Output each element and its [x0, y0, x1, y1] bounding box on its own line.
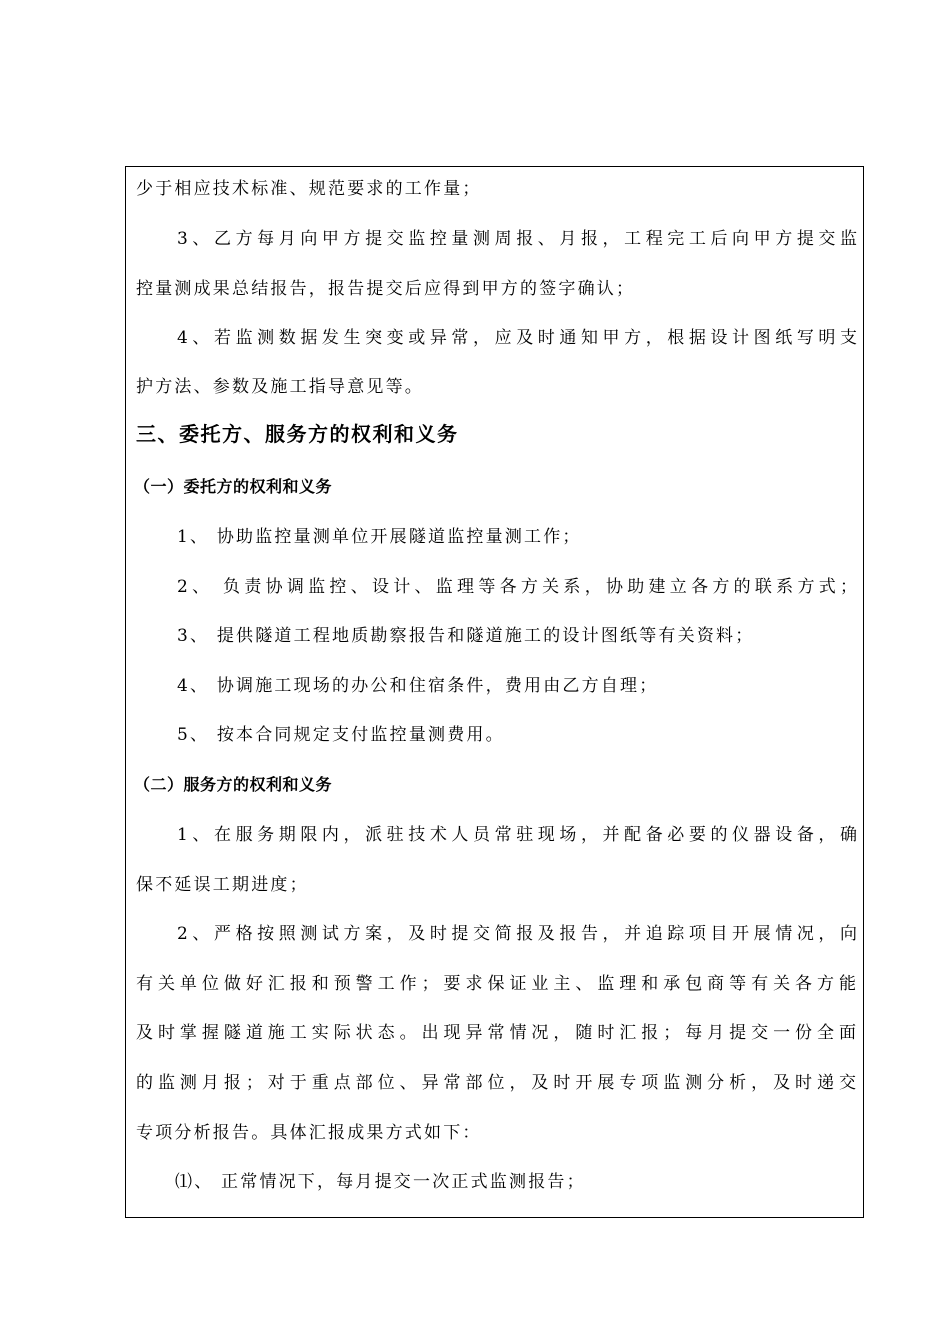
- list-item-4: 4、 协调施工现场的办公和住宿条件，费用由乙方自理；: [177, 676, 659, 696]
- text-line-1: 少于相应技术标准、规范要求的工作量；: [136, 179, 482, 199]
- section-heading-3: 三、委托方、服务方的权利和义务: [136, 422, 459, 446]
- list-item-3: 3、 提供隧道工程地质勘察报告和隧道施工的设计图纸等有关资料；: [177, 626, 755, 646]
- list-item-2: 2、 负责协调监控、设计、监理等各方关系，协助建立各方的联系方式；: [177, 577, 857, 597]
- text-line-12: 专项分析报告。具体汇报成果方式如下：: [136, 1123, 482, 1143]
- text-line-5: 护方法、参数及施工指导意见等。: [136, 377, 424, 397]
- subsection-heading-2: （二）服务方的权利和义务: [134, 775, 333, 794]
- text-line-13: ⑴、 正常情况下，每月提交一次正式监测报告；: [175, 1172, 586, 1192]
- text-line-11: 的监测月报；对于重点部位、异常部位，及时开展专项监测分析，及时递交: [136, 1073, 856, 1093]
- text-line-10: 及时掌握隧道施工实际状态。出现异常情况，随时汇报；每月提交一份全面: [136, 1023, 856, 1043]
- text-line-2: 3、乙方每月向甲方提交监控量测周报、月报，工程完工后向甲方提交监: [177, 229, 857, 249]
- list-item-1: 1、 协助监控量测单位开展隧道监控量测工作；: [177, 527, 582, 547]
- text-line-7: 保不延误工期进度；: [136, 875, 309, 895]
- text-line-9: 有关单位做好汇报和预警工作；要求保证业主、监理和承包商等有关各方能: [136, 974, 856, 994]
- subsection-heading-1: （一）委托方的权利和义务: [134, 477, 333, 496]
- text-line-6: 1、在服务期限内，派驻技术人员常驻现场，并配备必要的仪器设备，确: [177, 825, 857, 845]
- list-item-5: 5、 按本合同规定支付监控量测费用。: [177, 725, 505, 745]
- text-line-4: 4、若监测数据发生突变或异常，应及时通知甲方，根据设计图纸写明支: [177, 328, 857, 348]
- text-line-8: 2、严格按照测试方案，及时提交简报及报告，并追踪项目开展情况，向: [177, 924, 857, 944]
- text-line-3: 控量测成果总结报告，报告提交后应得到甲方的签字确认；: [136, 279, 636, 299]
